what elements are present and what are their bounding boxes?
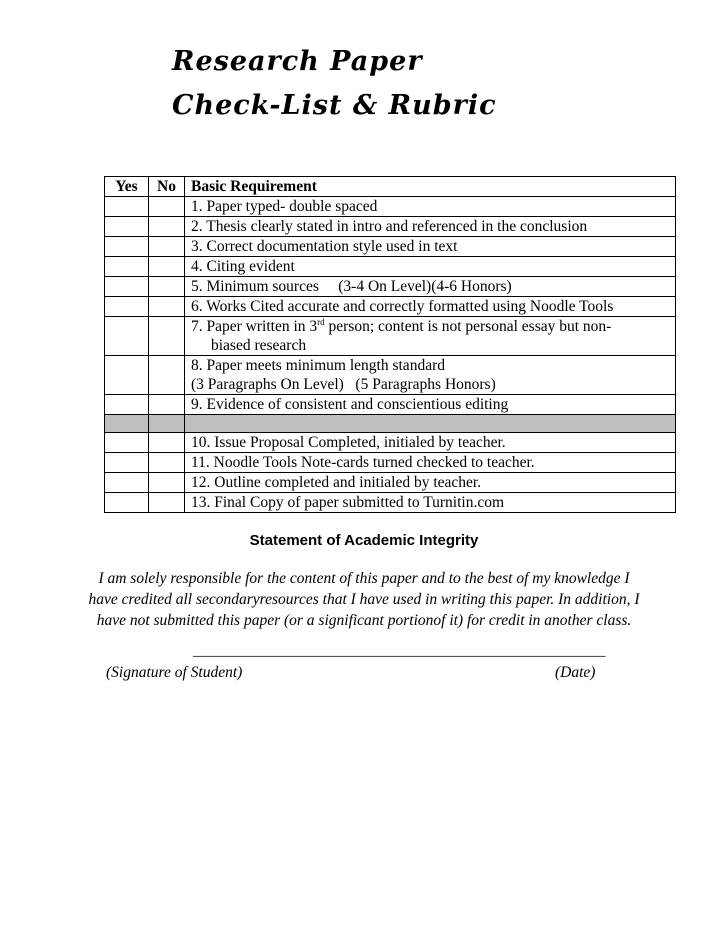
yes-cell[interactable] xyxy=(105,257,149,277)
yes-cell[interactable] xyxy=(105,197,149,217)
requirement-text: 12. Outline completed and initialed by teacher. xyxy=(185,473,676,493)
requirement-line: (3 Paragraphs On Level) (5 Paragraphs Honors) xyxy=(191,376,496,393)
no-cell[interactable] xyxy=(149,473,185,493)
signature-line[interactable]: _______________________________________________________ xyxy=(193,643,606,659)
statement-line: I am solely responsible for the content of this paper and to the best of my knowledge I xyxy=(98,570,630,587)
yes-cell[interactable] xyxy=(105,473,149,493)
table-row xyxy=(105,473,676,493)
yes-cell[interactable] xyxy=(105,277,149,297)
table-row xyxy=(105,217,676,237)
requirement-text: 11. Noodle Tools Note-cards turned checked to teacher. xyxy=(185,453,676,473)
requirement-text: 10. Issue Proposal Completed, initialed by teacher. xyxy=(185,433,676,453)
table-row xyxy=(105,395,676,415)
no-cell[interactable] xyxy=(149,395,185,415)
table-row xyxy=(105,433,676,453)
table-row xyxy=(105,356,676,395)
yes-cell[interactable] xyxy=(105,217,149,237)
yes-cell[interactable] xyxy=(105,453,149,473)
yes-cell[interactable] xyxy=(105,317,149,356)
shaded-cell xyxy=(185,415,676,433)
no-cell[interactable] xyxy=(149,277,185,297)
document-title: Research Paper xyxy=(172,46,423,77)
no-cell[interactable] xyxy=(149,317,185,356)
checklist-table xyxy=(104,176,676,513)
requirement-text: 1. Paper typed- double spaced xyxy=(185,197,676,217)
requirement-column-header: Basic Requirement xyxy=(185,177,676,197)
document-subtitle: Check-List & Rubric xyxy=(172,90,497,121)
no-cell[interactable] xyxy=(149,453,185,473)
shaded-cell xyxy=(105,415,149,433)
table-row xyxy=(105,197,676,217)
requirement-text xyxy=(185,356,676,395)
statement-line: have credited all secondaryresources that I have used in writing this paper. In addition, I xyxy=(88,591,640,608)
requirement-text: 6. Works Cited accurate and correctly formatted using Noodle Tools xyxy=(185,297,676,317)
requirement-continuation: biased research xyxy=(211,337,307,354)
yes-cell[interactable] xyxy=(105,395,149,415)
shaded-divider-row xyxy=(105,415,676,433)
yes-cell[interactable] xyxy=(105,433,149,453)
yes-cell[interactable] xyxy=(105,356,149,395)
yes-cell[interactable] xyxy=(105,493,149,513)
yes-column-header: Yes xyxy=(105,177,149,197)
no-cell[interactable] xyxy=(149,493,185,513)
requirement-text: 2. Thesis clearly stated in intro and referenced in the conclusion xyxy=(185,217,676,237)
requirement-text: 3. Correct documentation style used in text xyxy=(185,237,676,257)
no-cell[interactable] xyxy=(149,197,185,217)
no-cell[interactable] xyxy=(149,257,185,277)
requirement-text: 13. Final Copy of paper submitted to Turnitin.com xyxy=(185,493,676,513)
table-row xyxy=(105,237,676,257)
table-row xyxy=(105,317,676,356)
requirement-text xyxy=(185,317,676,356)
date-label: (Date) xyxy=(555,664,596,681)
requirement-text-part: person; content is not personal essay but non- xyxy=(324,318,612,335)
integrity-statement xyxy=(0,568,728,631)
no-cell[interactable] xyxy=(149,217,185,237)
statement-line: have not submitted this paper (or a significant portionof it) for credit in another class. xyxy=(96,612,632,629)
table-row xyxy=(105,453,676,473)
yes-cell[interactable] xyxy=(105,237,149,257)
requirement-text: 9. Evidence of consistent and conscientious editing xyxy=(185,395,676,415)
requirement-text-part: 7. Paper written in 3 xyxy=(191,318,318,335)
table-header-row xyxy=(105,177,676,197)
table-row xyxy=(105,493,676,513)
table-row xyxy=(105,257,676,277)
no-column-header: No xyxy=(149,177,185,197)
table-row xyxy=(105,277,676,297)
requirement-line: 8. Paper meets minimum length standard xyxy=(191,357,445,374)
statement-heading: Statement of Academic Integrity xyxy=(249,532,479,549)
signature-label: (Signature of Student) xyxy=(106,664,243,681)
no-cell[interactable] xyxy=(149,433,185,453)
no-cell[interactable] xyxy=(149,237,185,257)
yes-cell[interactable] xyxy=(105,297,149,317)
ordinal-superscript: rd xyxy=(317,316,325,327)
no-cell[interactable] xyxy=(149,297,185,317)
table-row xyxy=(105,297,676,317)
no-cell[interactable] xyxy=(149,356,185,395)
requirement-text: 4. Citing evident xyxy=(185,257,676,277)
shaded-cell xyxy=(149,415,185,433)
requirement-text: 5. Minimum sources (3-4 On Level)(4-6 Honors) xyxy=(185,277,676,297)
